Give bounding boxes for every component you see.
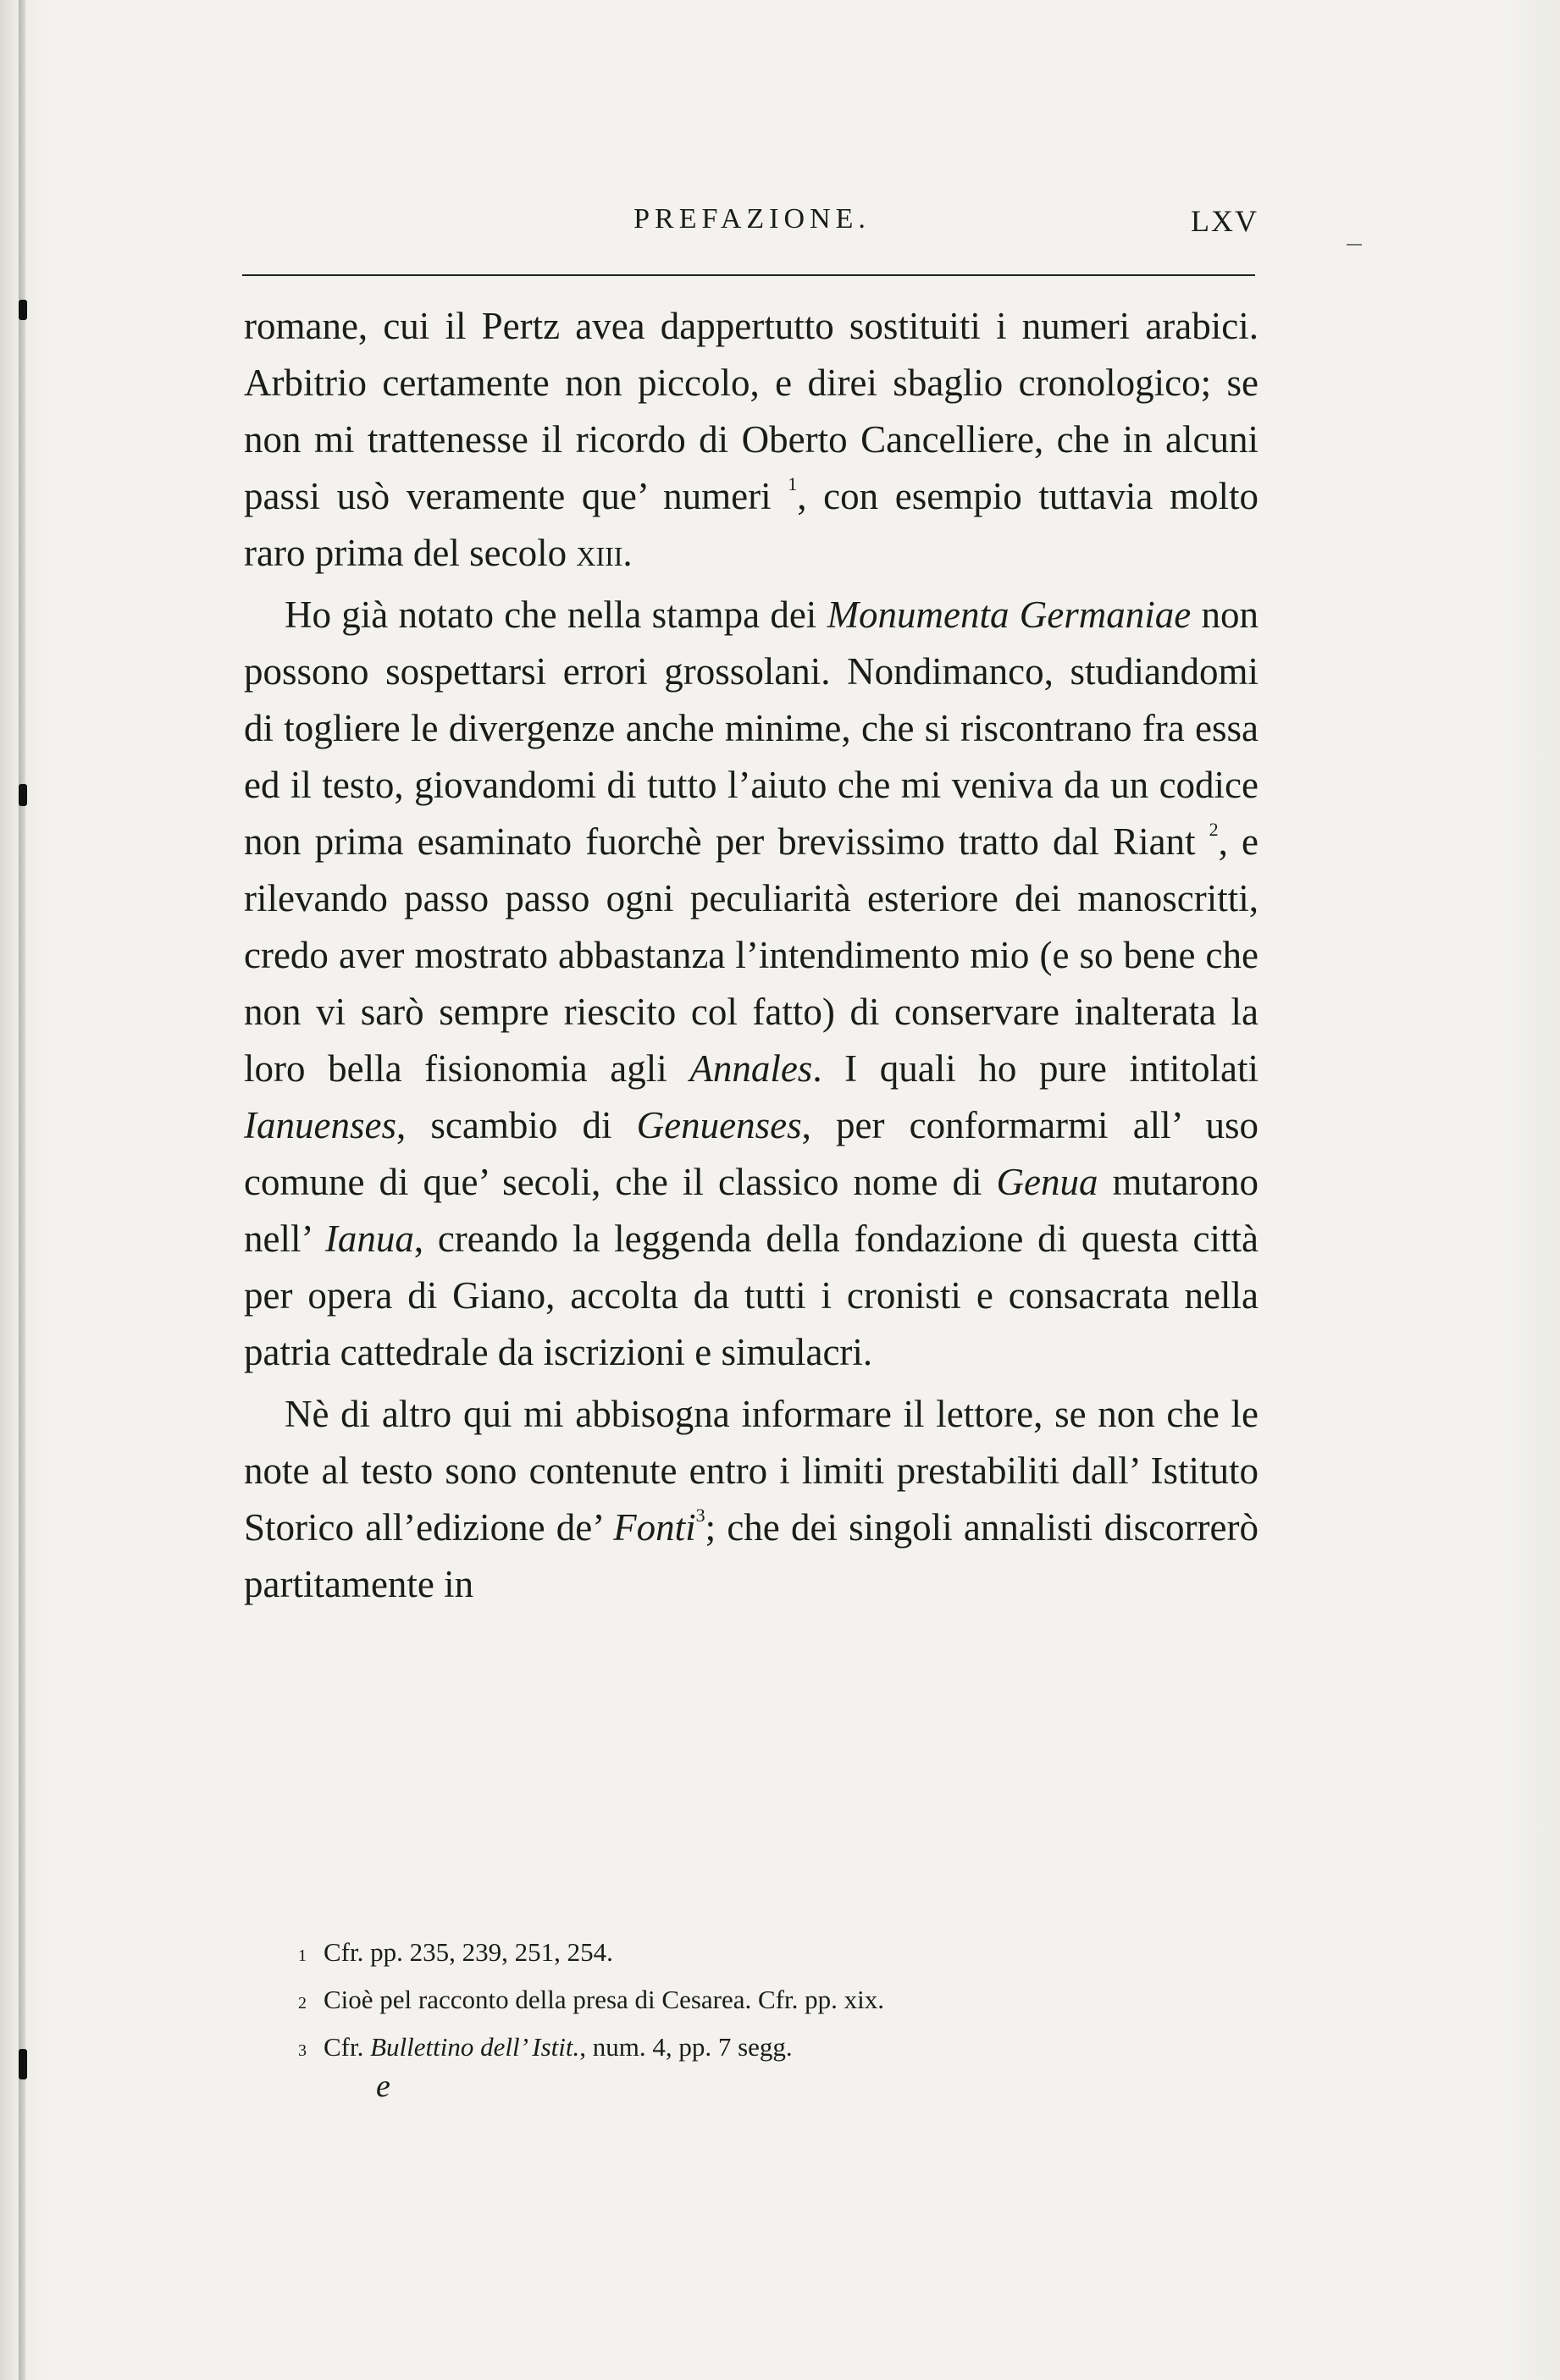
text-run: Cfr. pp. 235, 239, 251, 254. — [324, 1937, 613, 1967]
footnote — [298, 1930, 1145, 1978]
binding-mark-middle — [19, 784, 27, 806]
footnote-reference: 1 — [788, 473, 798, 494]
text-run: Nè di altro qui mi abbisogna informare il lettore, se non che le note al testo sono contenute entro i limiti prestabiliti dall’ Istituto Storico all’edizione de’ — [244, 1393, 1259, 1549]
italic-run: Fonti — [613, 1506, 696, 1549]
small-caps-run: xiii — [576, 532, 623, 574]
text-run: , per conformarmi all’ uso comune di que’ secoli, che il classico nome di — [244, 1104, 1259, 1203]
text-run: , num. 4, pp. 7 segg. — [579, 2032, 793, 2062]
italic-run: Monumenta Germaniae — [827, 594, 1192, 636]
text-run: . I quali ho pure intitolati — [812, 1047, 1259, 1090]
text-run: Cioè pel racconto della presa di Cesarea. Cfr. pp. xix. — [324, 1985, 884, 2014]
text-run: . — [622, 532, 633, 574]
text-run: ; che dei singoli annalisti discorrerò partitamente in — [244, 1506, 1259, 1605]
italic-run: Bullettino dell’ Istit. — [370, 2032, 580, 2062]
footnote-text — [324, 2025, 793, 2073]
italic-run: Ianuenses — [244, 1104, 396, 1146]
footnote-mark: 2 — [298, 1994, 307, 2013]
italic-run: Ianua — [324, 1218, 414, 1260]
footnote — [298, 1978, 1145, 2025]
signature-mark: e — [376, 2068, 390, 2104]
italic-run: Genuenses — [636, 1104, 802, 1146]
page-spine-shadow — [19, 0, 25, 2380]
text-run: Cfr. — [324, 2032, 371, 2062]
margin-dash — [1347, 244, 1362, 246]
italic-run: Genua — [996, 1161, 1098, 1203]
body-text — [244, 298, 1259, 1613]
text-run: non possono sospettarsi errori grossolani. Nondimanco, studiandomi di togliere le divergenze anche minime, che si riscontrano fra essa ed il testo, giovandomi di tutto l’aiuto che mi veniva da un codice non prima esaminato fuorchè per brevissimo tratto dal Riant — [244, 594, 1259, 863]
text-run: , con esempio tuttavia molto raro prima del secolo — [244, 475, 1259, 574]
footnote-text — [324, 1978, 884, 2025]
page-number: LXV — [1191, 204, 1259, 238]
header-rule — [242, 274, 1255, 276]
footnote-reference: 2 — [1209, 819, 1219, 840]
footnotes — [298, 1930, 1145, 2073]
text-run: mutarono nell’ — [244, 1161, 1259, 1260]
paragraph — [244, 1386, 1259, 1613]
italic-run: Annales — [689, 1047, 813, 1090]
paragraph — [244, 298, 1259, 582]
text-run: , creando la leggenda della fondazione di questa città per opera di Giano, accolta da tutti i cronisti e consacrata nella patria cattedrale da iscrizioni e simulacri. — [244, 1218, 1259, 1373]
footnote-mark: 1 — [298, 1947, 307, 1965]
text-run: , scambio di — [396, 1104, 637, 1146]
text-run: Ho già notato che nella stampa dei — [285, 594, 827, 636]
paragraph — [244, 587, 1259, 1381]
footnote — [298, 2025, 1145, 2073]
text-run: romane, cui il Pertz avea dappertutto sostituiti i numeri arabici. Arbitrio certamente non piccolo, e direi sbaglio cronologico; se non mi trattenesse il ricordo di Oberto Cancelliere, che in alcuni passi usò veramente que’ numeri — [244, 305, 1259, 517]
footnote-text — [324, 1930, 613, 1978]
page-header — [246, 203, 1259, 254]
binding-mark-bottom — [19, 2049, 27, 2079]
binding-mark-top — [19, 300, 27, 320]
text-run: , e rilevando passo passo ogni peculiarità esteriore dei manoscritti, credo aver mostrato abbastanza l’intendimento mio (e so bene che non vi sarò sempre riescito col fatto) di conservare inalterata la loro bella fisionomia agli — [244, 820, 1259, 1090]
footnote-mark: 3 — [298, 2041, 307, 2060]
footnote-reference: 3 — [695, 1505, 705, 1526]
running-title: PREFAZIONE. — [633, 203, 871, 235]
